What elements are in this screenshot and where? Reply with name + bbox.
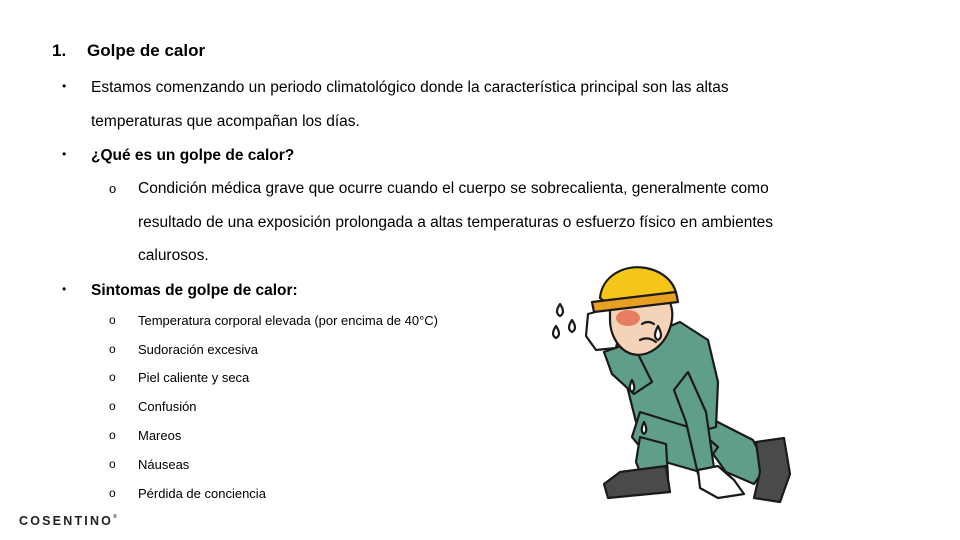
sub-bullet-marker: o	[109, 342, 116, 356]
bullet-marker: •	[62, 79, 67, 93]
heatstroke-worker-illustration	[548, 262, 798, 517]
bullet-marker: •	[62, 282, 67, 296]
bullet-marker: •	[62, 147, 67, 161]
question-text: ¿Qué es un golpe de calor?	[91, 147, 295, 164]
heading-text: Golpe de calor	[87, 41, 206, 60]
intro-text-line2: temperaturas que acompañan los días.	[91, 113, 360, 130]
definition-line2: resultado de una exposición prolongada a altas temperaturas o esfuerzo físico en ambientes	[138, 214, 774, 231]
symptom-text: Confusión	[138, 399, 197, 414]
sub-bullet-marker: o	[109, 370, 116, 384]
symptoms-header-text: Sintomas de golpe de calor:	[91, 282, 298, 299]
symptom-text: Mareos	[138, 428, 182, 443]
intro-text-line1: Estamos comenzando un periodo climatológico donde la característica principal son las altas	[91, 79, 729, 96]
sub-bullet-marker: o	[109, 181, 117, 196]
sub-bullet-marker: o	[109, 313, 116, 327]
sub-bullet-marker: o	[109, 399, 116, 413]
symptom-text: Piel caliente y seca	[138, 370, 250, 385]
sub-bullet-marker: o	[109, 457, 116, 471]
page-title	[52, 41, 205, 61]
definition-line1: Condición médica grave que ocurre cuando el cuerpo se sobrecalienta, generalmente como	[138, 180, 769, 197]
registered-mark: ®	[113, 514, 117, 520]
symptom-text: Náuseas	[138, 457, 190, 472]
heading-number: 1.	[52, 41, 67, 60]
symptom-text: Pérdida de conciencia	[138, 486, 266, 501]
cosentino-logo	[19, 514, 117, 528]
sub-bullet-marker: o	[109, 428, 116, 442]
logo-text: COSENTINO	[19, 514, 114, 528]
sub-bullet-marker: o	[109, 486, 116, 500]
symptom-text: Temperatura corporal elevada (por encima de 40°C)	[138, 313, 439, 328]
definition-line3: calurosos.	[138, 247, 209, 264]
symptom-text: Sudoración excesiva	[138, 342, 258, 357]
